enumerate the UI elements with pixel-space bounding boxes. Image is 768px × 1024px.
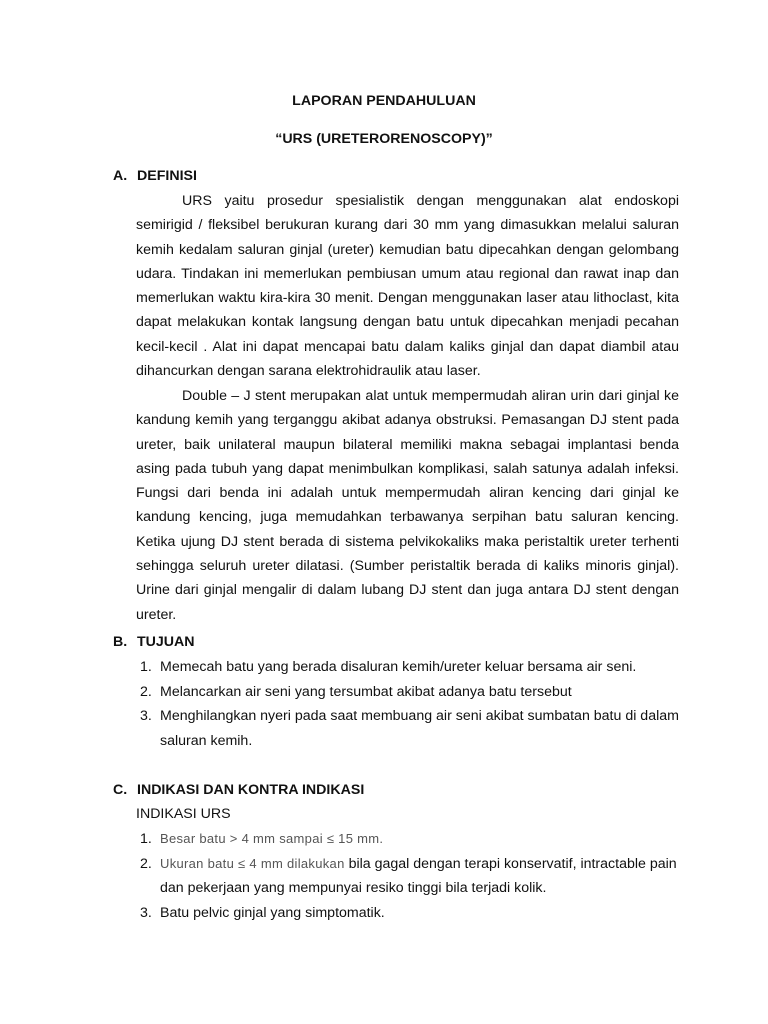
list-item: 3. Menghilangkan nyeri pada saat membuang air seni akibat sumbatan batu di dalam saluran kemih. (140, 708, 679, 749)
section-b-title: TUJUAN (137, 634, 195, 650)
document-subtitle: “URS (URETERORENOSCOPY)” (275, 131, 493, 147)
list-item: 2. Melancarkan air seni yang tersumbat akibat adanya batu tersebut (140, 683, 572, 700)
section-b-heading (113, 634, 195, 650)
list-item: 2. Ukuran batu ≤ 4 mm dilakukan bila gagal dengan terapi konservatif, intractable pain dan pekerjaan yang mempunyai resiko tinggi bila terjadi kolik. (140, 855, 677, 897)
section-a-title: DEFINISI (137, 168, 197, 184)
tujuan-list (136, 655, 679, 753)
list-item: 1. Memecah batu yang berada disaluran kemih/ureter keluar bersama air seni. (140, 659, 637, 675)
section-c-heading (113, 782, 364, 798)
list-item: 3. Batu pelvic ginjal yang simptomatik. (140, 904, 385, 921)
section-b-letter: B. (113, 634, 128, 650)
indikasi-subheading: INDIKASI URS (136, 806, 231, 822)
document-title: LAPORAN PENDAHULUAN (292, 93, 476, 109)
section-a-letter: A. (113, 168, 128, 184)
definisi-paragraph-1: URS yaitu prosedur spesialistik dengan menggunakan alat endoskopi semirigid / fleksibel berukuran kurang dari 30 mm yang dimasukkan melalui saluran kemih kedalam saluran ginjal (ureter) kemudian batu dipecahkan dengan gelombang udara. Tindakan ini memerlukan pembiusan umum atau regional dan rawat inap dan memerlukan waktu kira-kira 30 menit. Dengan menggunakan laser atau lithoclast, kita dapat melakukan kontak langsung dengan batu untuk dipecahkan menjadi pecahan kecil-kecil . Alat ini dapat mencapai batu dalam kaliks ginjal dan dapat diambil atau dihancurkan dengan sarana elektrohidraulik atau laser. (136, 193, 679, 380)
indikasi-list (136, 827, 679, 925)
section-c-title: INDIKASI DAN KONTRA INDIKASI (137, 782, 365, 798)
section-c-letter: C. (113, 782, 128, 798)
section-a-heading (113, 168, 197, 184)
definisi-paragraph-2: Double – J stent merupakan alat untuk mempermudah aliran urin dari ginjal ke kandung kemih yang terganggu akibat adanya obstruksi. Pemasangan DJ stent pada ureter, baik unilateral maupun bilateral memiliki makna sebagai implantasi benda asing pada tubuh yang dapat menimbulkan komplikasi, salah satunya adalah infeksi. Fungsi dari benda ini adalah untuk mempermudah aliran kencing dari ginjal ke kandung kencing, juga memudahkan terbawanya serpihan batu saluran kencing. Ketika ujung DJ stent berada di sistema pelvikokaliks maka peristaltik ureter terhenti sehingga seluruh ureter dilatasi. (Sumber peristaltik berada di kaliks minoris ginjal). Urine dari ginjal mengalir di dalam lubang DJ stent dan juga antara DJ stent dengan ureter. (136, 388, 679, 623)
list-item: 1. Besar batu > 4 mm sampai ≤ 15 mm. (140, 831, 384, 847)
